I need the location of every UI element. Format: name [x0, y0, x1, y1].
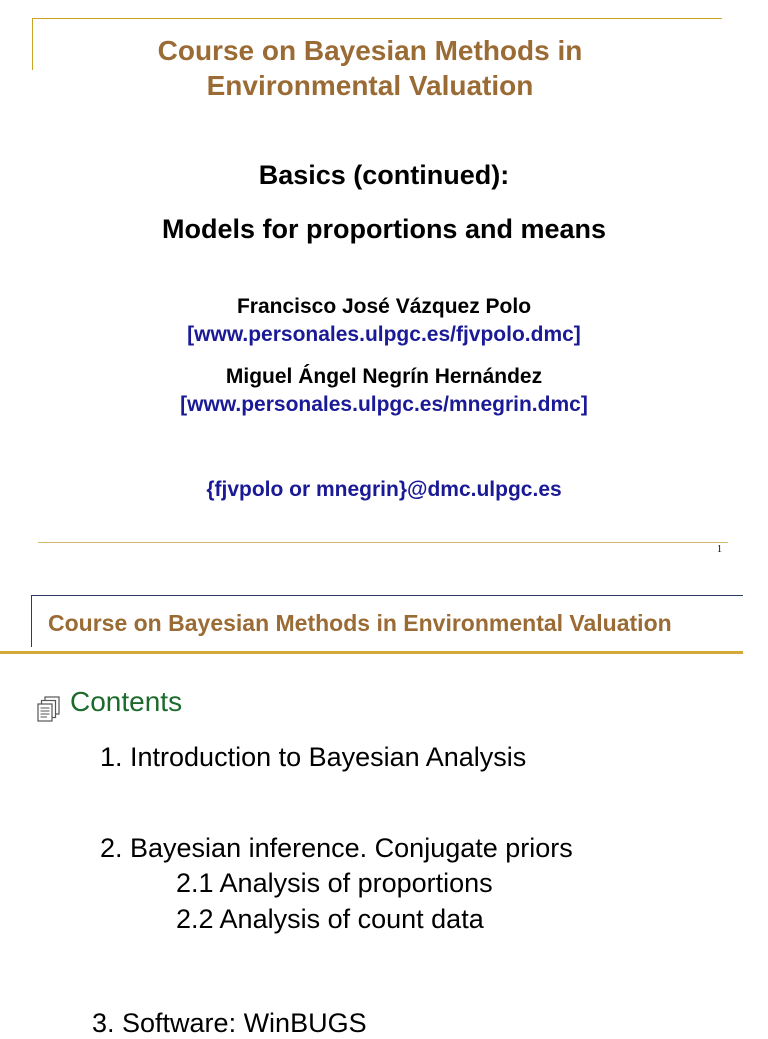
slide2-frame-left-rule [31, 595, 32, 647]
contents-item-2-1: 2.1 Analysis of proportions [176, 868, 493, 898]
author2-name: Miguel Ángel Negrín Hernández [225, 365, 543, 388]
slide2-header: Course on Bayesian Methods in Environmental Valuation [48, 610, 672, 636]
slide1-title-line1: Course on Bayesian Methods in [157, 35, 583, 66]
author1-url-link[interactable]: [www.personales.ulpgc.es/fjvpolo.dmc] [187, 323, 581, 346]
contact-email-link[interactable]: {fjvpolo or mnegrin}@dmc.ulpgc.es [206, 478, 562, 501]
slide1-title [60, 33, 680, 103]
contents-item-2: 2. Bayesian inference. Conjugate priors [100, 833, 573, 863]
stacked-pages-icon [36, 696, 64, 722]
contents-item-2-2: 2.2 Analysis of count data [176, 904, 484, 934]
slide1-subtitle-line1: Basics (continued): [258, 160, 510, 190]
contents-heading: Contents [70, 686, 183, 717]
slide1-frame-top-rule [32, 18, 722, 19]
slide2-header-rule [0, 651, 743, 654]
author1-name: Francisco José Vázquez Polo [236, 295, 532, 318]
slide1-page-number: 1 [717, 544, 722, 555]
slide1-subtitle-line2: Models for proportions and means [161, 214, 607, 244]
slide1-frame-left-rule [32, 18, 33, 70]
slide1-title-line2: Environmental Valuation [206, 70, 534, 101]
author2-url-link[interactable]: [www.personales.ulpgc.es/mnegrin.dmc] [180, 393, 588, 416]
slide2-frame-top-rule [31, 595, 743, 596]
contents-item-3: 3. Software: WinBUGS [92, 1008, 367, 1038]
slide1-bottom-rule [38, 542, 728, 543]
contents-item-1: 1. Introduction to Bayesian Analysis [100, 742, 527, 772]
